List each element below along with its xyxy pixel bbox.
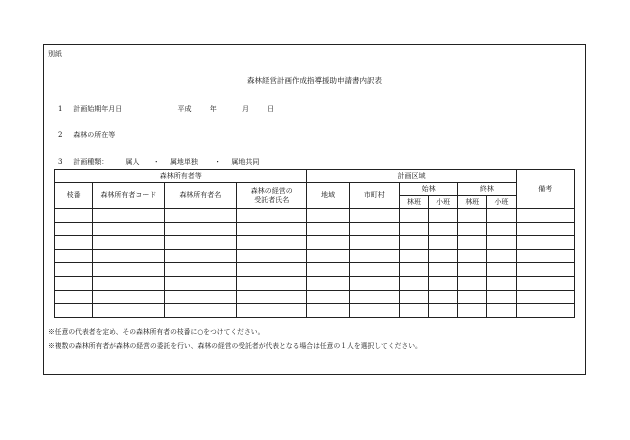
header-start-forest: 始林 bbox=[399, 183, 457, 196]
table-cell bbox=[55, 249, 93, 263]
table-cell bbox=[399, 222, 428, 236]
table-cell bbox=[307, 222, 349, 236]
header-end-forest-block: 林班 bbox=[458, 196, 487, 209]
table-cell bbox=[458, 236, 487, 250]
header-owner-code: 森林所有者コード bbox=[93, 183, 164, 209]
group-header-owner: 森林所有者等 bbox=[55, 170, 307, 183]
table-cell bbox=[516, 236, 574, 250]
table-cell bbox=[164, 209, 236, 223]
table-cell bbox=[307, 236, 349, 250]
table-cell bbox=[349, 249, 399, 263]
table-cell bbox=[93, 276, 164, 290]
table-cell bbox=[349, 209, 399, 223]
field-label: 計画始期年月日 bbox=[73, 105, 123, 113]
plan-type-option: 属地共同 bbox=[231, 158, 260, 166]
note-representative: ※任意の代表者を定め、その森林所有者の枝番に○をつけてください。 bbox=[48, 328, 265, 336]
table-cell bbox=[429, 304, 458, 318]
separator: ・ bbox=[214, 158, 222, 166]
field-plan-start-date bbox=[58, 105, 274, 114]
table-cell bbox=[307, 304, 349, 318]
table-cell bbox=[164, 290, 236, 304]
table-cell bbox=[399, 249, 428, 263]
table-cell bbox=[399, 304, 428, 318]
table-cell bbox=[429, 263, 458, 277]
table-cell bbox=[458, 209, 487, 223]
table-cell bbox=[429, 209, 458, 223]
table-cell bbox=[458, 263, 487, 277]
table-cell bbox=[429, 236, 458, 250]
table-cell bbox=[93, 222, 164, 236]
header-start-sub-block: 小班 bbox=[429, 196, 458, 209]
header-trustee-line2: 受託者氏名 bbox=[254, 195, 290, 204]
table-cell bbox=[55, 304, 93, 318]
table-cell bbox=[399, 209, 428, 223]
table-cell bbox=[487, 290, 516, 304]
table-body bbox=[55, 209, 575, 318]
table-cell bbox=[237, 263, 307, 277]
table-cell bbox=[399, 290, 428, 304]
table-cell bbox=[55, 222, 93, 236]
header-end-forest: 終林 bbox=[458, 183, 516, 196]
table-cell bbox=[516, 263, 574, 277]
table-row bbox=[55, 290, 575, 304]
month-label: 月 bbox=[241, 105, 249, 113]
year-label: 年 bbox=[209, 105, 217, 113]
field-forest-location bbox=[58, 131, 115, 140]
table-row bbox=[55, 304, 575, 318]
day-label: 日 bbox=[267, 105, 275, 113]
header-trustee-line1: 森林の経営の bbox=[250, 186, 293, 195]
table-row bbox=[55, 249, 575, 263]
table-cell bbox=[307, 263, 349, 277]
table-cell bbox=[237, 222, 307, 236]
table-cell bbox=[429, 222, 458, 236]
header-municipality: 市町村 bbox=[349, 183, 399, 209]
table-cell bbox=[237, 304, 307, 318]
table-cell bbox=[93, 249, 164, 263]
field-label: 計画種類： bbox=[73, 158, 109, 166]
table-cell bbox=[349, 263, 399, 277]
table-cell bbox=[164, 249, 236, 263]
table-row bbox=[55, 276, 575, 290]
table-cell bbox=[93, 209, 164, 223]
table-cell bbox=[399, 263, 428, 277]
table-cell bbox=[237, 249, 307, 263]
plan-type-option: 属人 bbox=[125, 158, 140, 166]
table-cell bbox=[55, 209, 93, 223]
table-cell bbox=[93, 290, 164, 304]
table-cell bbox=[399, 236, 428, 250]
table-cell bbox=[164, 222, 236, 236]
table-row bbox=[55, 209, 575, 223]
item-number: 2 bbox=[58, 131, 63, 139]
table-cell bbox=[429, 290, 458, 304]
table-cell bbox=[487, 304, 516, 318]
table-cell bbox=[516, 304, 574, 318]
table-cell bbox=[487, 249, 516, 263]
table-cell bbox=[237, 209, 307, 223]
table-row bbox=[55, 263, 575, 277]
table-cell bbox=[458, 304, 487, 318]
era-label: 平成 bbox=[177, 105, 192, 113]
table-cell bbox=[458, 222, 487, 236]
table-cell bbox=[349, 304, 399, 318]
table-cell bbox=[307, 249, 349, 263]
table-cell bbox=[429, 276, 458, 290]
table-cell bbox=[349, 276, 399, 290]
table-cell bbox=[237, 236, 307, 250]
header-trustee-name bbox=[237, 183, 307, 209]
table-cell bbox=[55, 263, 93, 277]
document-title: 森林経営計画作成指導援助申請書内訳表 bbox=[247, 76, 382, 85]
table-cell bbox=[487, 236, 516, 250]
separator: ・ bbox=[152, 158, 160, 166]
plan-type-option: 属地単独 bbox=[169, 158, 198, 166]
table-cell bbox=[55, 290, 93, 304]
header-owner-name: 森林所有者名 bbox=[164, 183, 236, 209]
item-number: 1 bbox=[58, 105, 63, 113]
table-cell bbox=[93, 263, 164, 277]
header-start-forest-block: 林班 bbox=[399, 196, 428, 209]
table-cell bbox=[399, 276, 428, 290]
field-plan-type bbox=[58, 158, 259, 167]
table-cell bbox=[516, 209, 574, 223]
group-header-plan-area: 計画区域 bbox=[307, 170, 516, 183]
table-cell bbox=[349, 222, 399, 236]
table-cell bbox=[307, 276, 349, 290]
table-cell bbox=[164, 304, 236, 318]
table-cell bbox=[516, 249, 574, 263]
table-cell bbox=[164, 276, 236, 290]
table-cell bbox=[349, 236, 399, 250]
field-label: 森林の所在等 bbox=[73, 131, 116, 139]
table-cell bbox=[237, 276, 307, 290]
table-cell bbox=[164, 263, 236, 277]
table-row bbox=[55, 236, 575, 250]
table-cell bbox=[55, 236, 93, 250]
table-cell bbox=[307, 209, 349, 223]
table-cell bbox=[487, 263, 516, 277]
table-cell bbox=[55, 276, 93, 290]
table-cell bbox=[349, 290, 399, 304]
item-number: 3 bbox=[58, 158, 63, 166]
table-cell bbox=[516, 290, 574, 304]
header-branch-number: 枝番 bbox=[55, 183, 93, 209]
table-cell bbox=[516, 222, 574, 236]
table-row bbox=[55, 222, 575, 236]
table-cell bbox=[458, 249, 487, 263]
table-cell bbox=[458, 290, 487, 304]
form-label: 別紙 bbox=[48, 50, 62, 58]
table-cell bbox=[429, 249, 458, 263]
note-multiple-owners: ※複数の森林所有者が森林の経営の委託を行い、森林の経営の受託者が代表となる場合は任意の１人を選択してください。 bbox=[48, 342, 422, 350]
header-end-sub-block: 小班 bbox=[487, 196, 516, 209]
table-cell bbox=[307, 290, 349, 304]
header-remarks: 備考 bbox=[516, 170, 574, 209]
table-cell bbox=[487, 209, 516, 223]
table-cell bbox=[516, 276, 574, 290]
breakdown-table bbox=[54, 169, 575, 318]
table-cell bbox=[237, 290, 307, 304]
form-page bbox=[43, 44, 586, 375]
table-cell bbox=[93, 304, 164, 318]
table-cell bbox=[487, 222, 516, 236]
table-cell bbox=[458, 276, 487, 290]
table-cell bbox=[93, 236, 164, 250]
table-cell bbox=[164, 236, 236, 250]
header-region: 地域 bbox=[307, 183, 349, 209]
table-cell bbox=[487, 276, 516, 290]
